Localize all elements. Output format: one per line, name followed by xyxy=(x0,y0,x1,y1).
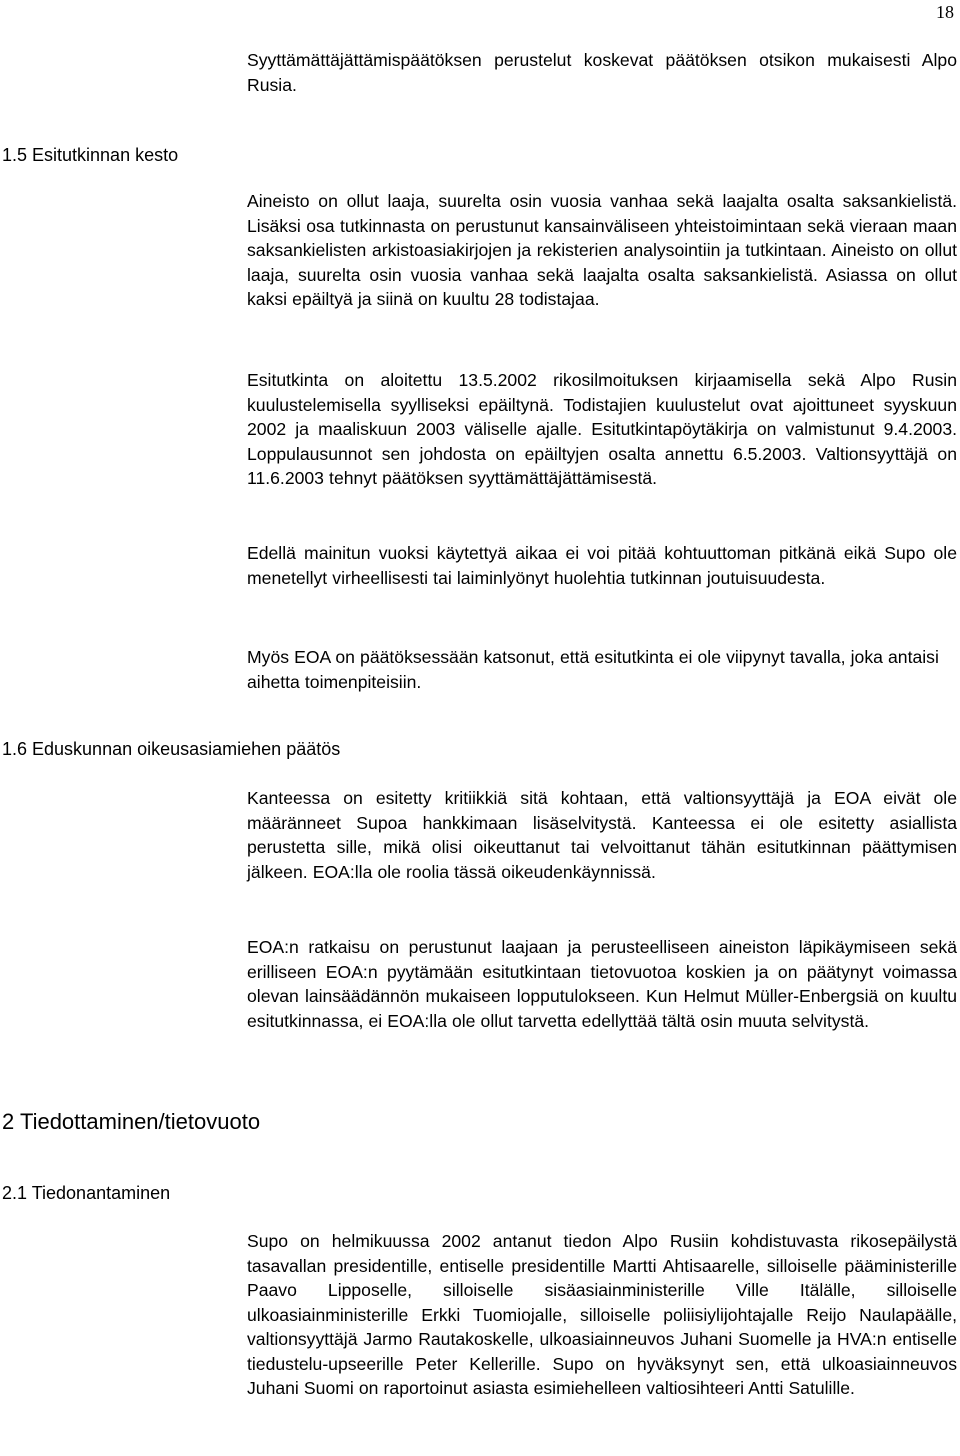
paragraph-1-5-b: Esitutkinta on aloitettu 13.5.2002 rikosilmoituksen kirjaamisella sekä Alpo Rusin kuulustelemisella syylliseksi epäiltynä. Todistajien kuulustelut ovat ajoittuneet syyskuun 2002 ja maaliskuun 2003 väliselle ajalle. Esitutkintapöytäkirja on valmistunut 9.4.2003. Loppulausunnot sen johdosta on epäiltyjen osalta annettu 6.5.2003. Valtionsyyttäjä on 11.6.2003 tehnyt päätöksen syyttämättäjättämisestä. xyxy=(247,370,957,488)
paragraph-2-1-a: Supo on helmikuussa 2002 antanut tiedon Alpo Rusiin kohdistuvasta rikosepäilystä tasavallan presidentille, entiselle presidentille Martti Ahtisaarelle, silloiselle pääministerille Paavo Lipposelle, silloiselle sisäasiainministerille Ville Itälälle, silloiselle ulkoasiainministerille Erkki Tuomiojalle, silloiselle poliisiylijohtajalle Reijo Naulapäälle, valtionsyyttäjä Jarmo Rautakoskelle, ulkoasiainneuvos Juhani Suomelle ja HVA:n entiselle tiedustelu-upseerille Peter Kellerille. Supo on hyväksynyt sen, että ulkoasiainneuvos Juhani Suomi on raportoinut asiasta esimiehelleen valtiosihteeri Antti Satulille. xyxy=(247,1231,957,1398)
paragraph-1-5-c: Edellä mainitun vuoksi käytettyä aikaa ei voi pitää kohtuuttoman pitkänä eikä Supo ole menetellyt virheellisesti tai laiminlyönyt huolehtia tutkinnan joutuisuudesta. xyxy=(247,543,957,588)
intro-paragraph: Syyttämättäjättämispäätöksen perustelut koskevat päätöksen otsikon mukaisesti Alpo Rusia. xyxy=(247,50,957,95)
paragraph-1-6-b: EOA:n ratkaisu on perustunut laajaan ja perusteelliseen aineiston läpikäymiseen sekä erilliseen EOA:n pyytämään esitutkintaan tietovuotoa koskien ja on päätynyt voimassa olevan lainsäädännön mukaiseen lopputulokseen. Kun Helmut Müller-Enbergsiä on kuultu esitutkinnassa, ei EOA:lla ole ollut tarvetta edellyttää tältä osin muuta selvitystä. xyxy=(247,937,957,1031)
section-heading-2: 2 Tiedottaminen/tietovuoto xyxy=(2,1109,261,1134)
page-number: 18 xyxy=(936,2,954,22)
paragraph-1-6-a: Kanteessa on esitetty kritiikkiä sitä kohtaan, että valtionsyyttäjä ja EOA eivät ole määränneet Supoa hankkimaan lisäselvitystä. Kanteessa ei ole esitetty asiallista perustetta sille, mikä olisi oikeuttanut tai velvoittanut tähän esitutkinnan päättymisen jälkeen. EOA:lla ole roolia tässä oikeudenkäynnissä. xyxy=(247,788,957,882)
section-heading-1-6: 1.6 Eduskunnan oikeusasiamiehen päätös xyxy=(2,739,341,759)
paragraph-1-5-d: Myös EOA on päätöksessään katsonut, että esitutkinta ei ole viipynyt tavalla, joka antaisi aihetta toimenpiteisiin. xyxy=(247,647,939,692)
section-heading-2-1: 2.1 Tiedonantaminen xyxy=(2,1183,171,1203)
section-heading-1-5: 1.5 Esitutkinnan kesto xyxy=(2,145,179,165)
paragraph-1-5-a: Aineisto on ollut laaja, suurelta osin vuosia vanhaa sekä laajalta osalta saksankielistä. Lisäksi osa tutkinnasta on perustunut kansainväliseen yhteistoimintaan sekä vieraan maan saksankielisten arkistoasiakirjojen ja rekisterien analysointiin ja tutkintaan. Aineisto on ollut laaja, suurelta osin vuosia vanhaa sekä laajalta osalta saksankielistä. Asiassa on ollut kaksi epäiltyä ja siinä on kuultu 28 todistajaa. xyxy=(247,191,957,309)
